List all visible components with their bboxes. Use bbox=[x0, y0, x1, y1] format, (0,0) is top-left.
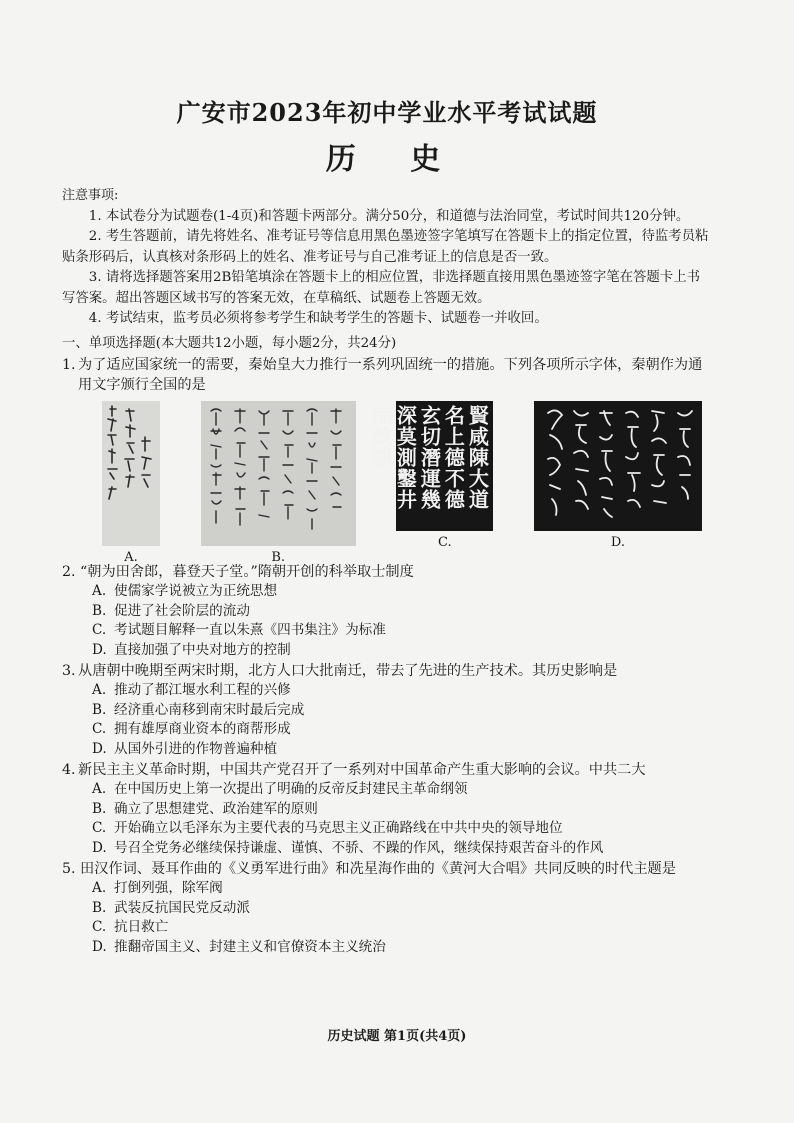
clerical-script-image bbox=[369, 401, 493, 531]
option-4d: D. 号召全党务必继续保持谦虚、谨慎、不骄、不躁的作风，继续保持艰苦奋斗的作风 bbox=[92, 839, 604, 856]
image-label-a: A. bbox=[124, 550, 138, 565]
option-5b: B. 武装反抗国民党反动派 bbox=[92, 899, 250, 916]
exam-page bbox=[62, 96, 712, 957]
option-2d: D. 直接加强了中央对地方的控制 bbox=[92, 641, 291, 658]
option-2b: B. 促进了社会阶层的流动 bbox=[92, 602, 250, 619]
option-2a: A. 使儒家学说被立为正统思想 bbox=[92, 583, 278, 599]
option-4c: C. 开始确立以毛泽东为主要代表的马克思主义正确路线在中共中央的领导地位 bbox=[92, 820, 563, 836]
option-3b: B. 经济重心南移到南宋时最后完成 bbox=[92, 701, 305, 718]
question-number: 1. bbox=[62, 357, 76, 373]
notice-item-2: 2. 考生答题前，请先将姓名、准考证号等信息用黑色墨迹签字笔填写在答题卡上的指定位置，待监考员粘贴条形码后，认真核对条形码上的姓名、准考证号与自己准考证上的信息是否一致。 bbox=[62, 229, 709, 265]
image-option-c bbox=[369, 401, 493, 554]
option-3a: A. 推动了都江堰水利工程的兴修 bbox=[92, 682, 291, 698]
notice-item-4: 4. 考试结束，监考员必须将参考学生和缺考学生的答题卡、试题卷一并收回。 bbox=[88, 311, 548, 326]
question-stem: 从唐朝中晚期至两宋时期，北方人口大批南迁，带去了先进的生产技术。其历史影响是 bbox=[78, 663, 618, 679]
subject-title: 历 史 bbox=[325, 142, 463, 177]
option-3d: D. 从国外引进的作物普遍种植 bbox=[92, 740, 278, 757]
question-stem: 为了适应国家统一的需要，秦始皇大力推行一系列巩固统一的措施。下列各项所示字体，秦朝作为通用文字颁行全国的是 bbox=[78, 357, 703, 393]
image-option-a bbox=[102, 401, 160, 569]
seal-script-image bbox=[201, 401, 356, 546]
option-4a: A. 在中国历史上第一次提出了明确的反帝反封建民主革命纲领 bbox=[92, 781, 468, 797]
question-1-images bbox=[102, 401, 702, 565]
exam-title: 广安市2023年初中学业水平考试试题 bbox=[176, 98, 598, 127]
bamboo-slip-script-image bbox=[102, 401, 160, 546]
option-4b: B. 确立了思想建党、政治建军的原则 bbox=[92, 800, 318, 817]
image-label-c: C. bbox=[438, 535, 452, 550]
page-footer: 历史试题 第1页(共4页) bbox=[327, 1029, 467, 1044]
question-2: 2. “朝为田舍郎，暮登天子堂。”隋朝开创的科举取士制度 bbox=[62, 564, 414, 580]
option-5d: D. 推翻帝国主义、封建主义和官僚资本主义统治 bbox=[92, 938, 386, 955]
question-4 bbox=[62, 760, 712, 780]
question-5: 5. 田汉作词、聂耳作曲的《义勇军进行曲》和冼星海作曲的《黄河大合唱》共同反映的时代主题是 bbox=[62, 861, 676, 877]
question-1 bbox=[62, 355, 712, 395]
image-label-d: D. bbox=[610, 535, 626, 550]
option-5a: A. 打倒列强，除军阀 bbox=[92, 880, 223, 896]
question-stem: 新民主主义革命时期，中国共产党召开了一系列对中国革命产生重大影响的会议。中共二大 bbox=[78, 762, 646, 778]
clerical-script-characters: 賢咸陳大道名上德不德玄切潛運幾深莫測鑿井而飲耕 bbox=[369, 405, 490, 510]
notice-item-3: 3. 请将选择题答案用2B铅笔填涂在答题卡上的相应位置，非选择题直接用黑色墨迹签字笔在答题卡上书写答案。超出答题区域书写的答案无效，在草稿纸、试题卷上答题无效。 bbox=[62, 270, 700, 306]
cursive-script-image bbox=[534, 401, 702, 531]
notice-heading: 注意事项: bbox=[62, 188, 119, 203]
image-option-d bbox=[534, 401, 702, 554]
notice-item-1: 1. 本试卷分为试题卷(1-4页)和答题卡两部分。满分50分，和道德与法治同堂，考试时间共120分钟。 bbox=[88, 208, 690, 224]
image-option-b bbox=[201, 401, 356, 569]
question-3 bbox=[62, 661, 712, 681]
option-3c: C. 拥有雄厚商业资本的商帮形成 bbox=[92, 721, 291, 737]
section-heading: 一、单项选择题(本大题共12小题，每小题2分，共24分) bbox=[62, 335, 397, 351]
question-number: 4. bbox=[62, 762, 76, 778]
question-number: 3. bbox=[62, 663, 76, 679]
option-5c: C. 抗日救亡 bbox=[92, 919, 169, 935]
option-2c: C. 考试题目解释一直以朱熹《四书集注》为标准 bbox=[92, 622, 386, 638]
image-label-b: B. bbox=[271, 550, 285, 565]
